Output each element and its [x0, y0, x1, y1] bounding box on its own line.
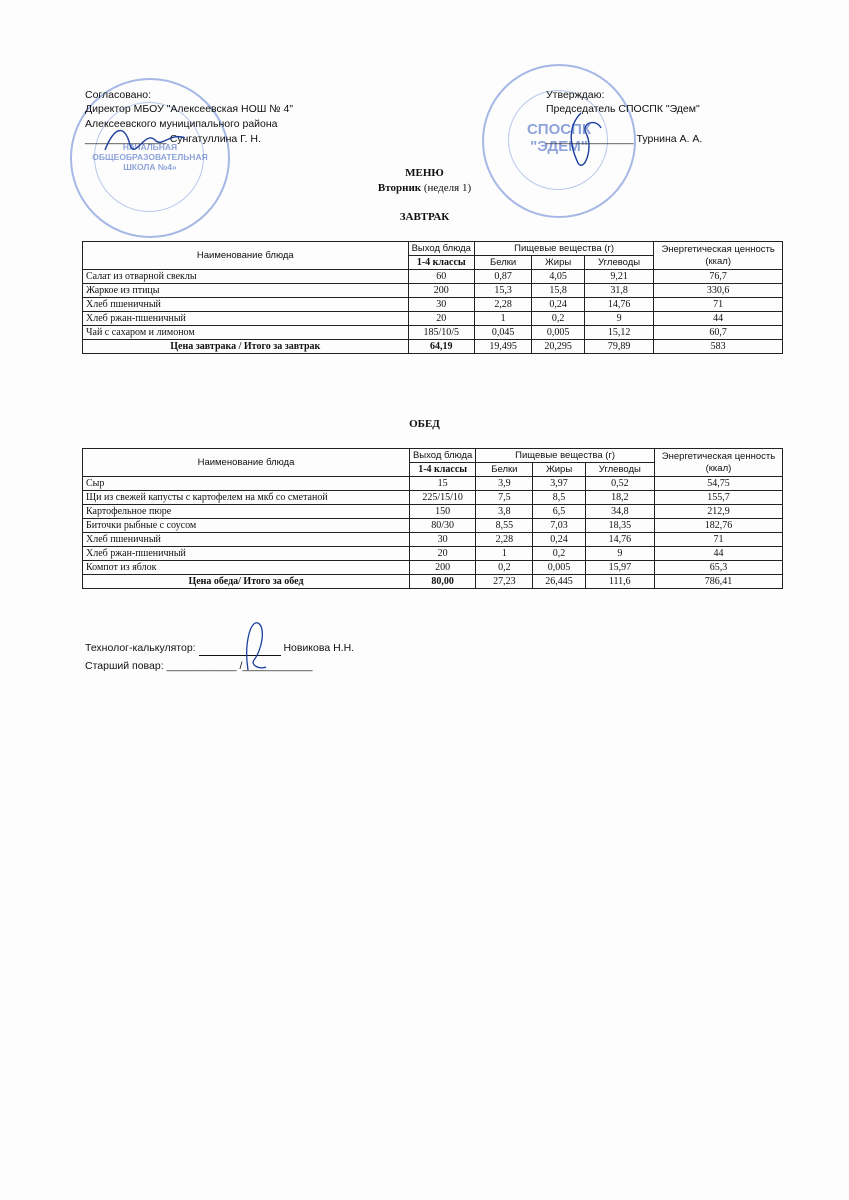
technologist-name: Новикова Н.Н.: [283, 642, 355, 654]
menu-day-week: (неделя 1): [421, 182, 472, 194]
header-nutrients: Пищевые вещества (г): [476, 449, 655, 463]
dish-output: 185/10/5: [408, 326, 474, 340]
dish-energy: 71: [654, 298, 783, 312]
lunch-rows: [83, 477, 783, 589]
header-fat: Жиры: [532, 256, 585, 270]
table-row: [83, 312, 783, 326]
dish-name: Компот из яблок: [83, 561, 410, 575]
dish-carbs: 34,8: [585, 505, 654, 519]
dish-output: 20: [409, 547, 475, 561]
approval-right-blank: _______________: [546, 133, 634, 145]
dish-energy: 76,7: [654, 270, 783, 284]
dish-output: 30: [409, 533, 475, 547]
dish-protein: 2,28: [476, 533, 533, 547]
dish-output: 15: [409, 477, 475, 491]
table-row: [83, 270, 783, 284]
cook-label: Старший повар:: [85, 660, 164, 672]
header-carbs: Углеводы: [585, 463, 654, 477]
dish-output: 80/30: [409, 519, 475, 533]
table-row: [83, 519, 783, 533]
dish-carbs: 14,76: [585, 533, 654, 547]
breakfast-rows: [83, 270, 783, 354]
approval-left-name: Сунгатуллина Г. Н.: [169, 133, 261, 145]
dish-protein: 7,5: [476, 491, 533, 505]
dish-protein: 0,045: [474, 326, 531, 340]
dish-carbs: 9: [584, 312, 653, 326]
total-energy: 786,41: [654, 575, 782, 589]
dish-energy: 44: [654, 547, 782, 561]
dish-energy: 330,6: [654, 284, 783, 298]
menu-day: [0, 182, 849, 195]
dish-output: 200: [409, 561, 475, 575]
dish-carbs: 18,2: [585, 491, 654, 505]
dish-fat: 4,05: [532, 270, 585, 284]
table-row: [83, 505, 783, 519]
dish-carbs: 18,35: [585, 519, 654, 533]
breakfast-table: [82, 241, 783, 354]
dish-output: 30: [408, 298, 474, 312]
dish-name: Картофельное пюре: [83, 505, 410, 519]
dish-carbs: 0,52: [585, 477, 654, 491]
total-energy: 583: [654, 340, 783, 354]
approval-left-blank: ______________: [85, 133, 167, 145]
dish-fat: 3,97: [533, 477, 585, 491]
dish-fat: 7,03: [533, 519, 585, 533]
table-row: [83, 533, 783, 547]
lunch-title: ОБЕД: [409, 418, 440, 430]
stamp-right-line-1: СПОСПК: [526, 121, 592, 138]
stamp-left-line-2: ОБЩЕОБРАЗОВАТЕЛЬНАЯ: [92, 152, 208, 162]
dish-name: Щи из свежей капусты с картофелем на мкб со сметаной: [83, 491, 410, 505]
dish-name: Хлеб пшеничный: [83, 533, 410, 547]
dish-name: Салат из отварной свеклы: [83, 270, 409, 284]
total-fat: 20,295: [532, 340, 585, 354]
dish-carbs: 14,76: [584, 298, 653, 312]
dish-fat: 0,005: [532, 326, 585, 340]
total-fat: 26,445: [533, 575, 585, 589]
dish-output: 200: [408, 284, 474, 298]
dish-energy: 155,7: [654, 491, 782, 505]
footer-technologist: [85, 642, 354, 656]
total-carbs: 111,6: [585, 575, 654, 589]
dish-energy: 54,75: [654, 477, 782, 491]
dish-protein: 8,55: [476, 519, 533, 533]
dish-name: Биточки рыбные с соусом: [83, 519, 410, 533]
dish-name: Сыр: [83, 477, 410, 491]
header-energy: Энергетическая ценность (ккал): [654, 242, 783, 270]
breakfast-total-row: [83, 340, 783, 354]
dish-protein: 3,8: [476, 505, 533, 519]
dish-energy: 65,3: [654, 561, 782, 575]
dish-energy: 182,76: [654, 519, 782, 533]
dish-fat: 0,24: [532, 298, 585, 312]
header-nutrients: Пищевые вещества (г): [474, 242, 653, 256]
header-output: Выход блюда: [408, 242, 474, 256]
stamp-left-line-1: НАЧАЛЬНАЯ: [122, 142, 178, 152]
header-name: Наименование блюда: [83, 242, 409, 270]
table-row: [83, 547, 783, 561]
dish-energy: 60,7: [654, 326, 783, 340]
lunch-table: [82, 448, 783, 589]
menu-day-name: Вторник: [377, 182, 422, 194]
dish-protein: 3,9: [476, 477, 533, 491]
dish-fat: 8,5: [533, 491, 585, 505]
dish-fat: 0,2: [532, 312, 585, 326]
header-carbs: Углеводы: [584, 256, 653, 270]
dish-carbs: 31,8: [584, 284, 653, 298]
dish-name: Хлеб ржан-пшеничный: [83, 312, 409, 326]
dish-carbs: 15,97: [585, 561, 654, 575]
dish-carbs: 15,12: [584, 326, 653, 340]
table-row: [83, 561, 783, 575]
dish-fat: 0,24: [533, 533, 585, 547]
approval-left-district: Алексеевского муниципального района: [85, 118, 278, 130]
total-price: 80,00: [409, 575, 475, 589]
approval-right-chair: Председатель СПОСПК "Эдем": [546, 103, 700, 115]
table-row: [83, 284, 783, 298]
dish-output: 150: [409, 505, 475, 519]
dish-fat: 0,2: [533, 547, 585, 561]
approval-right-label: Утверждаю:: [546, 89, 605, 101]
stamp-left-line-3: ШКОЛА №4»: [123, 162, 177, 172]
dish-protein: 15,3: [474, 284, 531, 298]
signature-technologist: [240, 615, 270, 675]
cook-blank: ____________ /____________: [166, 660, 313, 672]
header-fat: Жиры: [533, 463, 585, 477]
dish-protein: 1: [474, 312, 531, 326]
breakfast-title: ЗАВТРАК: [399, 211, 450, 223]
table-row: [83, 326, 783, 340]
dish-name: Хлеб пшеничный: [83, 298, 409, 312]
dish-energy: 71: [654, 533, 782, 547]
total-protein: 19,495: [474, 340, 531, 354]
dish-output: 20: [408, 312, 474, 326]
dish-protein: 2,28: [474, 298, 531, 312]
approval-left-label: Согласовано:: [85, 89, 152, 101]
approval-left-director: Директор МБОУ "Алексеевская НОШ № 4": [85, 103, 294, 115]
stamp-right-line-2: "ЭДЕМ": [530, 138, 588, 155]
lunch-total-row: [83, 575, 783, 589]
dish-fat: 15,8: [532, 284, 585, 298]
dish-carbs: 9: [585, 547, 654, 561]
menu-title: МЕНЮ: [405, 167, 444, 179]
dish-name: Жаркое из птицы: [83, 284, 409, 298]
lunch-header-row-1: [83, 449, 783, 463]
header-protein: Белки: [474, 256, 531, 270]
dish-energy: 44: [654, 312, 783, 326]
dish-fat: 6,5: [533, 505, 585, 519]
breakfast-header-row-1: [83, 242, 783, 256]
dish-output: 225/15/10: [409, 491, 475, 505]
header-protein: Белки: [476, 463, 533, 477]
total-protein: 27,23: [476, 575, 533, 589]
signature-left: [100, 120, 190, 160]
table-row: [83, 491, 783, 505]
header-energy: Энергетическая ценность (ккал): [654, 449, 782, 477]
header-output: Выход блюда: [409, 449, 475, 463]
dish-output: 60: [408, 270, 474, 284]
total-carbs: 79,89: [584, 340, 653, 354]
dish-protein: 1: [476, 547, 533, 561]
dish-name: Хлеб ржан-пшеничный: [83, 547, 410, 561]
technologist-label: Технолог-калькулятор:: [85, 642, 196, 654]
dish-protein: 0,87: [474, 270, 531, 284]
total-label: Цена завтрака / Итого за завтрак: [83, 340, 409, 354]
total-price: 64,19: [408, 340, 474, 354]
dish-protein: 0,2: [476, 561, 533, 575]
header-classes: 1-4 классы: [409, 463, 475, 477]
header-name: Наименование блюда: [83, 449, 410, 477]
table-row: [83, 477, 783, 491]
dish-fat: 0,005: [533, 561, 585, 575]
footer-cook: [85, 660, 313, 673]
dish-carbs: 9,21: [584, 270, 653, 284]
header-classes: 1-4 классы: [408, 256, 474, 270]
dish-energy: 212,9: [654, 505, 782, 519]
approval-right-name: Турнина А. А.: [636, 133, 703, 145]
table-row: [83, 298, 783, 312]
total-label: Цена обеда/ Итого за обед: [83, 575, 410, 589]
dish-name: Чай с сахаром и лимоном: [83, 326, 409, 340]
